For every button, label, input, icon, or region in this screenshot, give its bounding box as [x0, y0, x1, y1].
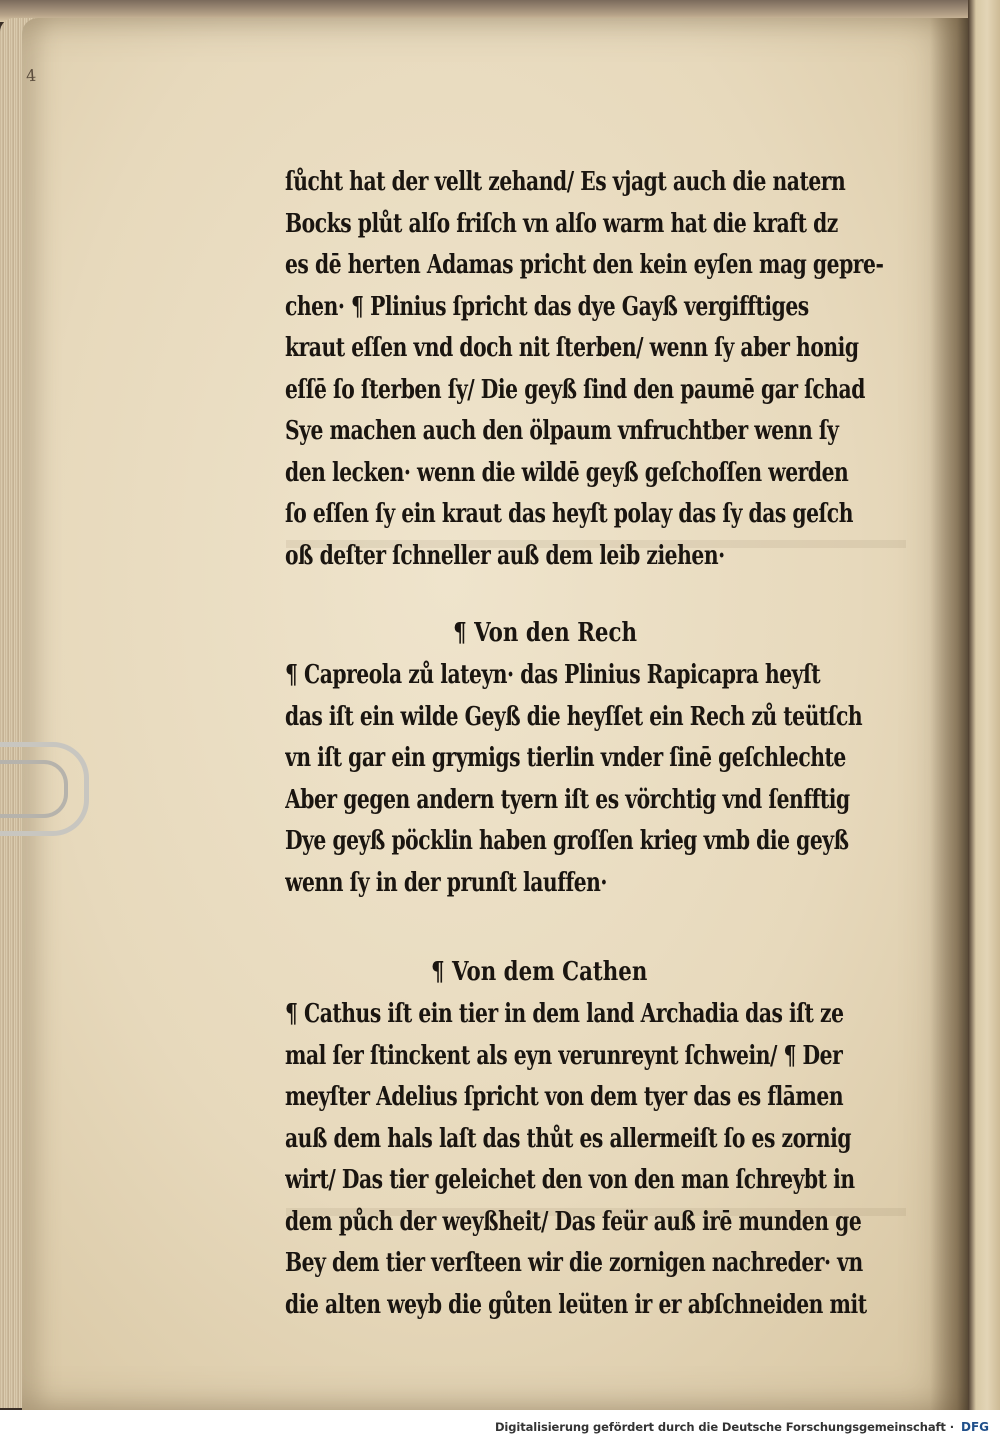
text-line: meyſter Adelius ſpricht von dem tyer das es flāmen — [285, 1082, 844, 1112]
text-line: ſo eſſen ſy ein kraut das heyſt polay das ſy das geſch — [285, 499, 853, 529]
text-line: es dē herten Adamas pricht den kein eyſen mag gepre- — [285, 250, 884, 280]
text-line: Aber gegen andern tyern iſt es vörchtig vnd ſenfftig — [285, 784, 850, 815]
paper-clip-inner-loop — [0, 760, 68, 818]
section-goats — [285, 162, 913, 577]
text-line: mal ſer ſtinckent als eyn verunreynt ſchwein/ ¶ Der — [285, 1040, 843, 1071]
text-line: ſůcht hat der vellt zehand/ Es vjagt auch die natern — [285, 167, 846, 197]
text-line: Bocks plůt alſo friſch vn alſo warm hat die kraft dz — [285, 208, 838, 239]
section-heading: ¶ Von dem Cathen — [430, 957, 648, 987]
text-line: Bey dem tier verſteen wir die zornigen nachreder· vn — [285, 1248, 863, 1278]
text-line: ¶ Cathus iſt ein tier in dem land Archadia das iſt ze — [285, 999, 844, 1029]
text-line: ¶ Capreola zů lateyn· das Plinius Rapicapra heyſt — [285, 660, 821, 690]
section-heading: ¶ Von den Rech — [453, 618, 637, 648]
text-line: Dye geyß pöcklin haben groſſen krieg vmb die geyß — [285, 826, 849, 856]
text-line: Sye machen auch den ölpaum vnfruchtber wenn ſy — [285, 416, 839, 446]
dfg-logo: DFG — [960, 1420, 989, 1434]
text-line: chen· ¶ Plinius ſpricht das dye Gayß vergifftiges — [285, 291, 809, 322]
text-line: wirt/ Das tier geleichet den von den man ſchreybt in — [285, 1165, 855, 1195]
text-line: den lecken· wenn die wildē geyß geſchoſſen werden — [285, 457, 849, 488]
folio-number: 4 — [25, 65, 37, 86]
text-line: eſſē ſo ſterben ſy/ Die geyß ſind den paumē gar ſchad — [285, 374, 865, 405]
text-line: das iſt ein wilde Geyß die heyſſet ein Rech zů teütſch — [285, 701, 863, 732]
text-line: dem půch der weyßheit/ Das feür auß irē munden ge — [285, 1206, 862, 1237]
text-line: wenn ſy in der prunſt lauffen· — [285, 867, 608, 898]
section-rech — [285, 611, 913, 904]
facing-page-edge — [968, 0, 1000, 1410]
funding-credit: Digitalisierung gefördert durch die Deutsche Forschungsgemeinschaft · — [494, 1420, 954, 1434]
text-line: oß deſter ſchneller auß dem leib ziehen· — [285, 540, 725, 571]
text-line: kraut eſſen vnd doch nit ſterben/ wenn ſy aber honig — [285, 333, 859, 363]
section-cathen — [285, 950, 913, 1326]
text-line: vn iſt gar ein grymigs tierlin vnder ſinē geſchlechte — [285, 743, 846, 773]
text-line: die alten weyb die gůten leüten ir er abſchneiden mit — [285, 1289, 867, 1320]
digitization-footer — [0, 1410, 1000, 1445]
text-block — [285, 162, 913, 1326]
text-line: auß dem hals laſt das thůt es allermeiſt ſo es zornig — [285, 1123, 852, 1154]
